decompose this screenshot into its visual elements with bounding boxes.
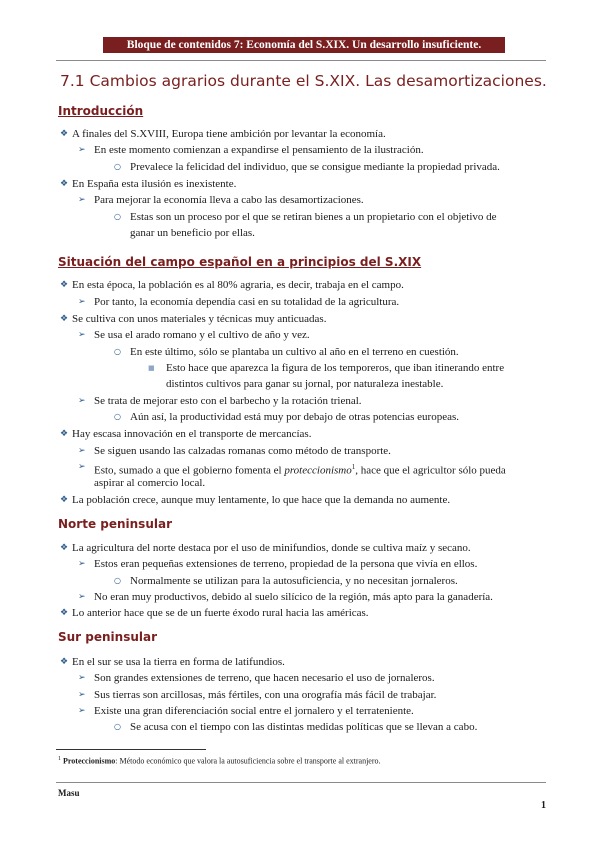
situacion-line-10: Hay escasa innovación en el transporte de mercancías. (72, 428, 312, 440)
sur-line-5: Se acusa con el tiempo con las distintas medidas políticas que se llevan a cabo. (130, 721, 478, 733)
page-number: 1 (541, 800, 546, 811)
norte-line-2: Estos eran pequeñas extensiones de terreno, propiedad de la persona que vivía en ellos. (94, 558, 478, 570)
situacion-line-1: En esta época, la población es al 80% agraria, es decir, trabaja en el campo. (72, 279, 404, 291)
heading-norte: Norte peninsular (58, 517, 172, 531)
sur-line-1: En el sur se usa la tierra en forma de latifundios. (72, 656, 285, 668)
intro-line-5: Para mejorar la economía lleva a cabo las desamortizaciones. (94, 194, 364, 206)
arrow-bullet-icon: ➢ (78, 330, 86, 340)
arrow-bullet-icon: ➢ (78, 396, 86, 406)
intro-line-3: Prevalece la felicidad del individuo, que se consigue mediante la propiedad privada. (130, 161, 500, 173)
section-title: 7.1 Cambios agrarios durante el S.XIX. Las desamortizaciones. (60, 72, 547, 90)
intro-line-2: En este momento comienzan a expandirse el pensamiento de la ilustración. (94, 144, 424, 156)
footnote-divider (56, 749, 206, 750)
situacion-line-12 (94, 460, 506, 478)
chapter-banner: Bloque de contenidos 7: Economía del S.XIX. Un desarrollo insuficiente. (103, 37, 505, 53)
circle-bullet-icon: ○ (114, 162, 121, 171)
intro-line-7: ganar un beneficio por ellas. (130, 227, 255, 239)
footnote-text: : Método económico que valora la autosuficiencia sobre el transporte al extranjero. (115, 756, 381, 766)
diamond-bullet-icon: ❖ (60, 495, 69, 505)
diamond-bullet-icon: ❖ (60, 543, 69, 553)
heading-introduccion: Introducción (58, 104, 144, 118)
norte-line-5: Lo anterior hace que se de un fuerte éxodo rural hacia las américas. (72, 607, 369, 619)
circle-bullet-icon: ○ (114, 347, 121, 356)
diamond-bullet-icon: ❖ (60, 280, 69, 290)
situacion-line-4: Se usa el arado romano y el cultivo de año y vez. (94, 329, 310, 341)
square-bullet-icon: ■ (148, 364, 155, 372)
arrow-bullet-icon: ➢ (78, 297, 86, 307)
footnote-ref: 1 (351, 463, 356, 471)
proteccionismo-term: proteccionismo (284, 464, 352, 477)
header-divider (56, 60, 546, 61)
norte-line-1: La agricultura del norte destaca por el uso de minifundios, donde se cultiva maíz y secano. (72, 542, 471, 554)
footnote-number: 1 (58, 756, 61, 762)
sur-line-3: Sus tierras son arcillosas, más fértiles, con una orografía más fácil de trabajar. (94, 689, 437, 701)
arrow-bullet-icon: ➢ (78, 446, 86, 456)
sur-line-4: Existe una gran diferenciación social entre el jornalero y el terrateniente. (94, 705, 414, 717)
situacion-line-8: Se trata de mejorar esto con el barbecho y la rotación trienal. (94, 395, 362, 407)
circle-bullet-icon: ○ (114, 576, 121, 585)
footer-author: Masu (58, 788, 80, 798)
situacion-line-11: Se siguen usando las calzadas romanas como método de transporte. (94, 445, 391, 457)
norte-line-3: Normalmente se utilizan para la autosuficiencia, y no necesitan jornaleros. (130, 575, 458, 587)
situacion-line-12-pre: Esto, sumado a que el gobierno fomenta el (94, 464, 285, 477)
arrow-bullet-icon: ➢ (78, 195, 86, 205)
situacion-line-2: Por tanto, la economía dependía casi en su totalidad de la agricultura. (94, 296, 400, 308)
arrow-bullet-icon: ➢ (78, 592, 86, 602)
situacion-line-5: En este último, sólo se plantaba un cultivo al año en el terreno en cuestión. (130, 346, 459, 358)
diamond-bullet-icon: ❖ (60, 314, 69, 324)
situacion-line-6: Esto hace que aparezca la figura de los temporeros, que iban itinerando entre (166, 362, 505, 374)
diamond-bullet-icon: ❖ (60, 179, 69, 189)
arrow-bullet-icon: ➢ (78, 559, 86, 569)
norte-line-4: No eran muy productivos, debido al suelo silícico de la región, más apto para la ganadería. (94, 591, 493, 603)
diamond-bullet-icon: ❖ (60, 429, 69, 439)
arrow-bullet-icon: ➢ (78, 706, 86, 716)
diamond-bullet-icon: ❖ (60, 129, 69, 139)
intro-line-4: En España esta ilusión es inexistente. (72, 178, 237, 190)
sur-line-2: Son grandes extensiones de terreno, que hacen necesario el uso de jornaleros. (94, 672, 435, 684)
circle-bullet-icon: ○ (114, 722, 121, 731)
intro-line-6: Estas son un proceso por el que se retiran bienes a un propietario con el objetivo de (130, 211, 497, 223)
situacion-line-12-post: , hace que el agricultor sólo pueda (355, 464, 506, 477)
arrow-bullet-icon: ➢ (78, 145, 86, 155)
footnote-term: Proteccionismo (63, 756, 116, 766)
heading-sur: Sur peninsular (58, 630, 158, 644)
footnote (58, 754, 381, 767)
circle-bullet-icon: ○ (114, 212, 121, 221)
arrow-bullet-icon: ➢ (78, 673, 86, 683)
situacion-line-9: Aún así, la productividad está muy por debajo de otras potencias europeas. (130, 411, 459, 423)
situacion-line-14: La población crece, aunque muy lentamente, lo que hace que la demanda no aumente. (72, 494, 451, 506)
situacion-line-13: aspirar al comercio local. (94, 477, 206, 489)
situacion-line-3: Se cultiva con unos materiales y técnicas muy anticuadas. (72, 313, 327, 325)
diamond-bullet-icon: ❖ (60, 608, 69, 618)
diamond-bullet-icon: ❖ (60, 657, 69, 667)
intro-line-1: A finales del S.XVIII, Europa tiene ambición por levantar la economía. (72, 128, 386, 140)
circle-bullet-icon: ○ (114, 412, 121, 421)
arrow-bullet-icon: ➢ (78, 462, 86, 472)
situacion-line-7: distintos cultivos para ganar su jornal, por naturaleza inestable. (166, 378, 444, 390)
arrow-bullet-icon: ➢ (78, 690, 86, 700)
heading-situacion: Situación del campo español en a principios del S.XIX (58, 255, 422, 269)
footer-divider (56, 782, 546, 783)
